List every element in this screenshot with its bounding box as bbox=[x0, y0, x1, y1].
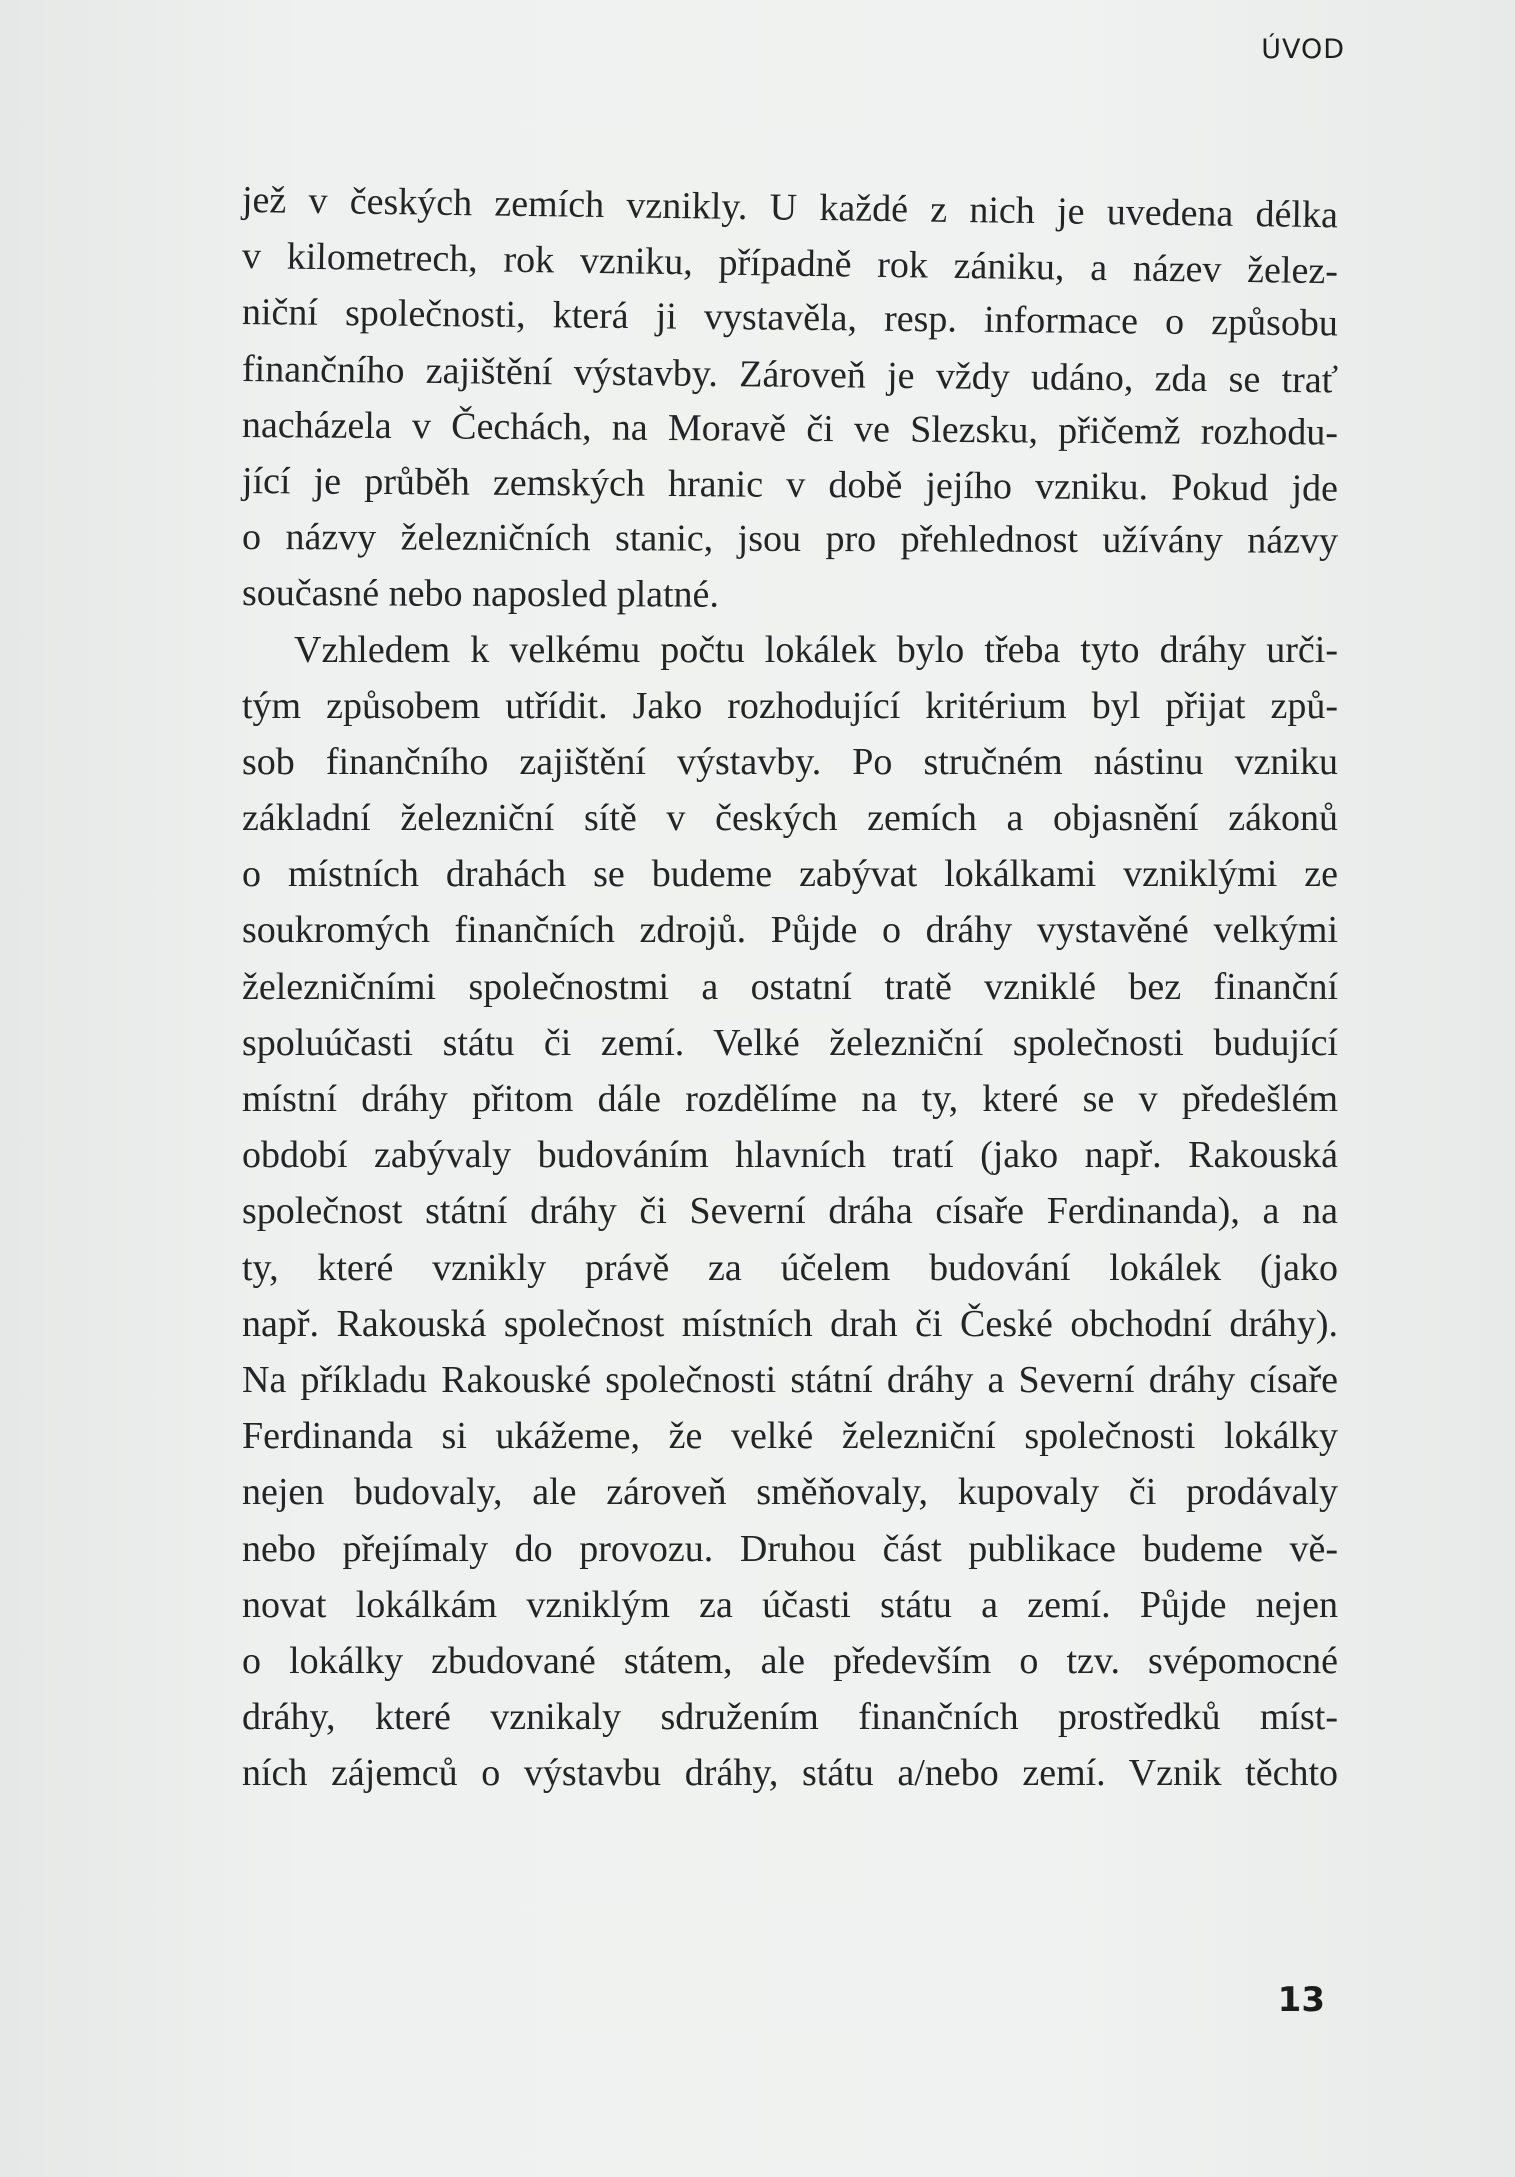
text-line: niční společnosti, která ji vystavěla, resp. informace o způsobu bbox=[241, 291, 1339, 345]
text-line: období zabývaly budováním hlavních tratí (jako např. Rakouská bbox=[242, 1134, 1338, 1177]
text-line: ních zájemců o výstavbu dráhy, státu a/nebo zemí. Vznik těchto bbox=[242, 1752, 1338, 1795]
text-line: sob finančního zajištění výstavby. Po stručném nástinu vzniku bbox=[242, 740, 1338, 783]
text-line: jící je průběh zemských hranic v době jejího vzniku. Pokud jde bbox=[241, 459, 1339, 510]
text-line: současné nebo naposled platné. bbox=[241, 572, 720, 616]
body-text bbox=[242, 172, 1338, 1801]
running-head: ÚVOD bbox=[1261, 34, 1345, 65]
text-line: např. Rakouská společnost místních drah či České obchodní dráhy). bbox=[242, 1302, 1338, 1345]
text-line: dráhy, které vznikaly sdružením finančních prostředků míst- bbox=[242, 1696, 1338, 1739]
page-number: 13 bbox=[1277, 1980, 1325, 2020]
text-line: Na příkladu Rakouské společnosti státní dráhy a Severní dráhy císaře bbox=[242, 1358, 1338, 1401]
text-line: v kilometrech, rok vzniku, případně rok zániku, a název želez- bbox=[241, 235, 1339, 293]
text-line: základní železniční sítě v českých zemích a objasnění zákonů bbox=[242, 797, 1338, 840]
text-line: ty, které vznikly právě za účelem budování lokálek (jako bbox=[242, 1246, 1338, 1289]
text-line: Vzhledem k velkému počtu lokálek bylo třeba tyto dráhy urči- bbox=[294, 628, 1338, 671]
text-line: finančního zajištění výstavby. Zároveň je vždy udáno, zda se trať bbox=[241, 347, 1339, 402]
text-line: nebo přejímaly do provozu. Druhou část publikace budeme vě- bbox=[242, 1527, 1338, 1570]
text-line: spoluúčasti státu či zemí. Velké železniční společnosti budující bbox=[242, 1021, 1338, 1064]
text-line: společnost státní dráhy či Severní dráha císaře Ferdinanda), a na bbox=[242, 1190, 1338, 1233]
text-line: nacházela v Čechách, na Moravě či ve Slezsku, přičemž rozhodu- bbox=[241, 403, 1339, 454]
text-line: železničními společnostmi a ostatní tratě vzniklé bez finanční bbox=[242, 965, 1338, 1008]
text-line: tým způsobem utřídit. Jako rozhodující kritérium byl přijat způ- bbox=[242, 684, 1338, 727]
text-line: soukromých finančních zdrojů. Půjde o dráhy vystavěné velkými bbox=[242, 909, 1338, 952]
text-line: o lokálky zbudované státem, ale především o tzv. svépomocné bbox=[242, 1639, 1338, 1682]
text-line: o názvy železničních stanic, jsou pro přehlednost užívány názvy bbox=[241, 516, 1339, 562]
text-line: jež v českých zemích vznikly. U každé z nich je uvedena délka bbox=[241, 179, 1339, 237]
text-line: nejen budovaly, ale zároveň směňovaly, kupovaly či prodávaly bbox=[242, 1471, 1338, 1514]
text-line: místní dráhy přitom dále rozdělíme na ty, které se v předešlém bbox=[242, 1078, 1338, 1120]
text-line: o místních drahách se budeme zabývat lokálkami vzniklými ze bbox=[242, 853, 1338, 896]
text-line: novat lokálkám vzniklým za účasti státu a zemí. Půjde nejen bbox=[242, 1583, 1338, 1626]
text-line: Ferdinanda si ukážeme, že velké železniční společnosti lokálky bbox=[242, 1415, 1338, 1458]
